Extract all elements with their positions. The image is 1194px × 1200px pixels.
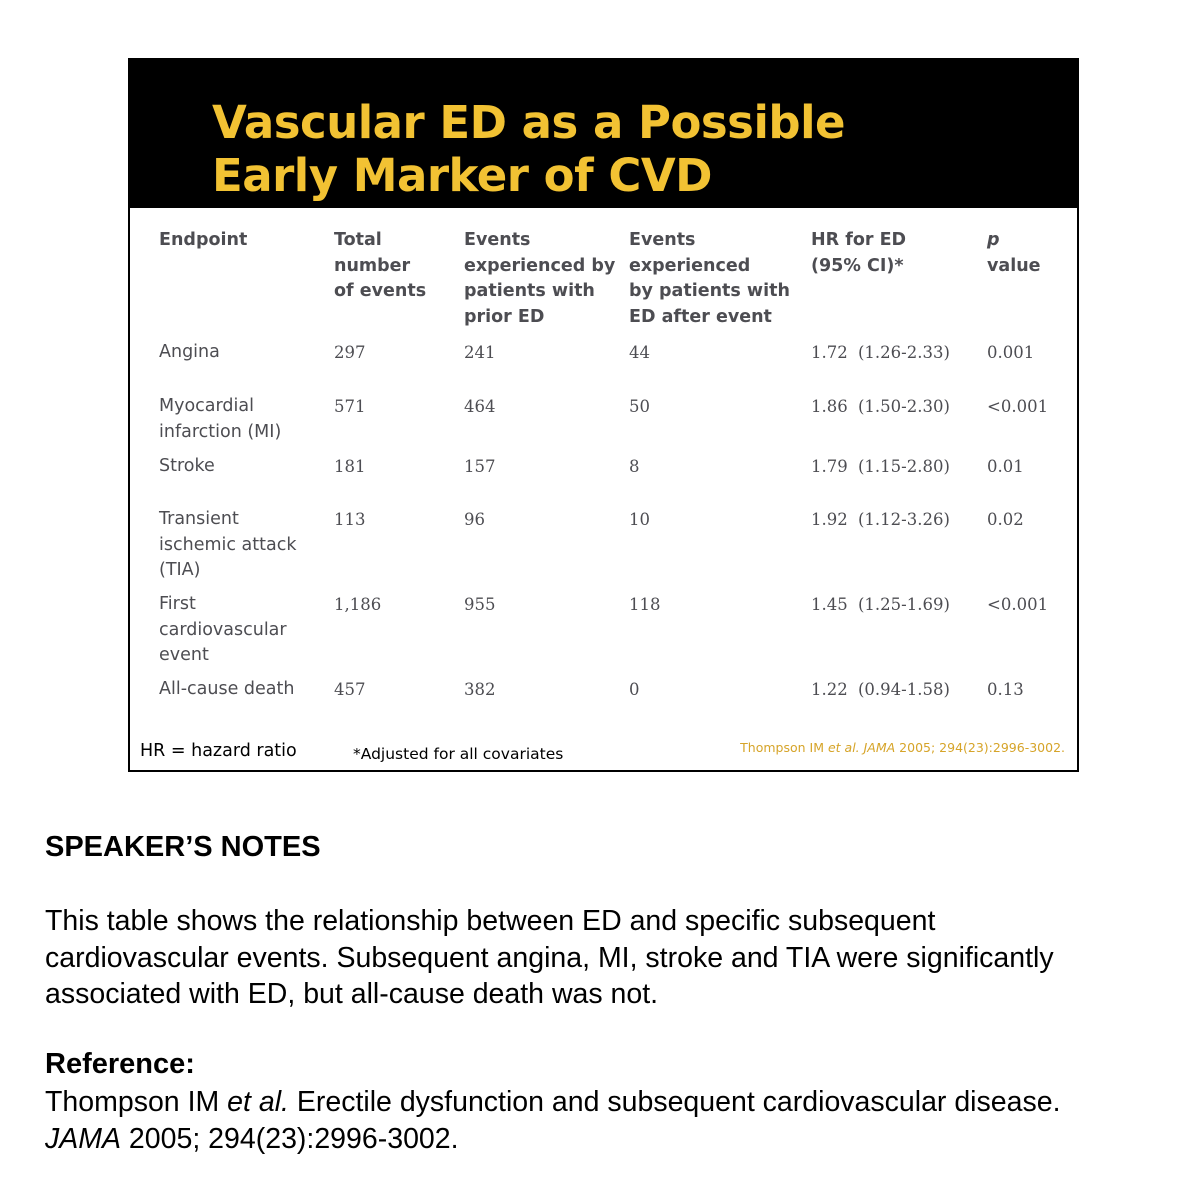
header-events-prior-ed-line: experienced by xyxy=(464,255,616,276)
row-events-prior-ed: 241 xyxy=(464,343,496,362)
row-hazard-ratio: 1.86 xyxy=(811,397,848,416)
header-events-ed-after xyxy=(629,228,790,330)
header-events-prior-ed-line: Events xyxy=(464,230,531,250)
header-total-events-line: number xyxy=(334,255,411,276)
row-endpoint-line: cardiovascular xyxy=(159,619,287,640)
slide-title xyxy=(212,96,845,202)
slide xyxy=(128,58,1079,772)
citation-details: 2005; 294(23):2996-3002. xyxy=(895,740,1065,755)
citation-etal: et al. xyxy=(827,740,860,755)
row-endpoint-line: All-cause death xyxy=(159,679,295,699)
speaker-notes-heading: SPEAKER’S NOTES xyxy=(45,831,321,863)
row-endpoint xyxy=(159,340,220,366)
row-p-value: 0.13 xyxy=(987,680,1024,699)
header-events-ed-after-line: Events xyxy=(629,230,696,250)
reference-authors: Thompson IM xyxy=(45,1086,228,1118)
notes-line: cardiovascular events. Subsequent angina, MI, stroke and TIA were significantly xyxy=(45,941,1054,974)
slide-title-line: Vascular ED as a Possible xyxy=(212,96,846,149)
row-endpoint-line: Angina xyxy=(159,342,220,362)
row-endpoint xyxy=(159,394,281,445)
row-endpoint xyxy=(159,454,215,480)
row-hazard-ratio: 1.79 xyxy=(811,457,848,476)
header-hr-ci xyxy=(811,228,906,279)
row-endpoint-line: (TIA) xyxy=(159,560,201,580)
reference-journal: JAMA xyxy=(45,1122,122,1155)
row-confidence-interval: (1.50-2.30) xyxy=(858,397,950,416)
slide-header xyxy=(130,60,1077,208)
header-events-ed-after-line: experienced xyxy=(629,255,751,276)
citation-journal: JAMA xyxy=(859,740,896,755)
speaker-notes-body xyxy=(45,903,1155,1013)
row-p-value: 0.02 xyxy=(987,510,1024,529)
header-events-prior-ed xyxy=(464,228,615,330)
reference-heading: Reference: xyxy=(45,1048,195,1080)
slide-citation xyxy=(740,740,1065,755)
row-events-ed-after: 50 xyxy=(629,397,650,416)
row-endpoint-line: Stroke xyxy=(159,456,215,476)
row-p-value: <0.001 xyxy=(987,595,1049,614)
row-endpoint-line: ischemic attack xyxy=(159,534,297,555)
citation-authors: Thompson IM xyxy=(740,740,828,755)
slide-title-line: Early Marker of CVD xyxy=(212,149,713,202)
reference-etal: et al. xyxy=(227,1086,289,1118)
header-events-ed-after-line: ED after event xyxy=(629,306,772,327)
header-p-value-line: value xyxy=(987,255,1041,276)
row-p-value: <0.001 xyxy=(987,397,1049,416)
footnote-adjusted: *Adjusted for all covariates xyxy=(353,745,564,763)
reference-details: 2005; 294(23):2996-3002. xyxy=(121,1122,459,1155)
row-p-value: 0.01 xyxy=(987,457,1024,476)
reference-text xyxy=(45,1084,1165,1157)
row-confidence-interval: (1.26-2.33) xyxy=(858,343,950,362)
row-endpoint-line: Myocardial xyxy=(159,396,254,416)
row-events-prior-ed: 157 xyxy=(464,457,496,476)
row-total-events: 113 xyxy=(334,510,366,529)
notes-line: This table shows the relationship between ED and specific subsequent xyxy=(45,905,936,937)
row-total-events: 1,186 xyxy=(334,595,382,614)
row-confidence-interval: (0.94-1.58) xyxy=(858,680,950,699)
row-events-prior-ed: 96 xyxy=(464,510,485,529)
row-events-ed-after: 10 xyxy=(629,510,650,529)
header-endpoint-line: Endpoint xyxy=(159,230,248,250)
row-endpoint xyxy=(159,592,287,669)
row-endpoint-line: First xyxy=(159,594,196,614)
header-events-prior-ed-line: patients with xyxy=(464,281,595,301)
header-total-events-line: Total xyxy=(334,230,382,250)
row-events-ed-after: 0 xyxy=(629,680,640,699)
row-hazard-ratio: 1.72 xyxy=(811,343,848,362)
row-hazard-ratio: 1.45 xyxy=(811,595,848,614)
row-total-events: 297 xyxy=(334,343,366,362)
row-endpoint xyxy=(159,677,294,703)
row-hazard-ratio: 1.92 xyxy=(811,510,848,529)
row-confidence-interval: (1.25-1.69) xyxy=(858,595,950,614)
row-total-events: 181 xyxy=(334,457,366,476)
row-events-ed-after: 8 xyxy=(629,457,640,476)
row-confidence-interval: (1.15-2.80) xyxy=(858,457,950,476)
header-endpoint xyxy=(159,228,247,254)
row-events-ed-after: 44 xyxy=(629,343,650,362)
header-total-events-line: of events xyxy=(334,281,427,301)
row-events-prior-ed: 382 xyxy=(464,680,496,699)
row-endpoint xyxy=(159,507,296,584)
notes-line: associated with ED, but all-cause death was not. xyxy=(45,978,659,1010)
row-p-value: 0.001 xyxy=(987,343,1035,362)
header-hr-ci-line: (95% CI)* xyxy=(811,255,904,276)
row-endpoint-line: event xyxy=(159,645,209,665)
header-events-ed-after-line: by patients with xyxy=(629,281,790,301)
footnote-hazard-ratio: HR = hazard ratio xyxy=(140,741,297,761)
header-p-value-line: p xyxy=(987,230,1000,250)
header-total-events xyxy=(334,228,426,305)
header-hr-ci-line: HR for ED xyxy=(811,230,907,250)
row-total-events: 457 xyxy=(334,680,366,699)
row-endpoint-line: Transient xyxy=(159,509,239,529)
row-confidence-interval: (1.12-3.26) xyxy=(858,510,950,529)
row-events-prior-ed: 464 xyxy=(464,397,496,416)
row-hazard-ratio: 1.22 xyxy=(811,680,848,699)
row-events-prior-ed: 955 xyxy=(464,595,496,614)
header-p-value xyxy=(987,228,1041,279)
row-total-events: 571 xyxy=(334,397,366,416)
reference-title: Erectile dysfunction and subsequent cardiovascular disease. xyxy=(288,1086,1061,1118)
row-endpoint-line: infarction (MI) xyxy=(159,421,282,442)
header-events-prior-ed-line: prior ED xyxy=(464,306,545,327)
row-events-ed-after: 118 xyxy=(629,595,661,614)
